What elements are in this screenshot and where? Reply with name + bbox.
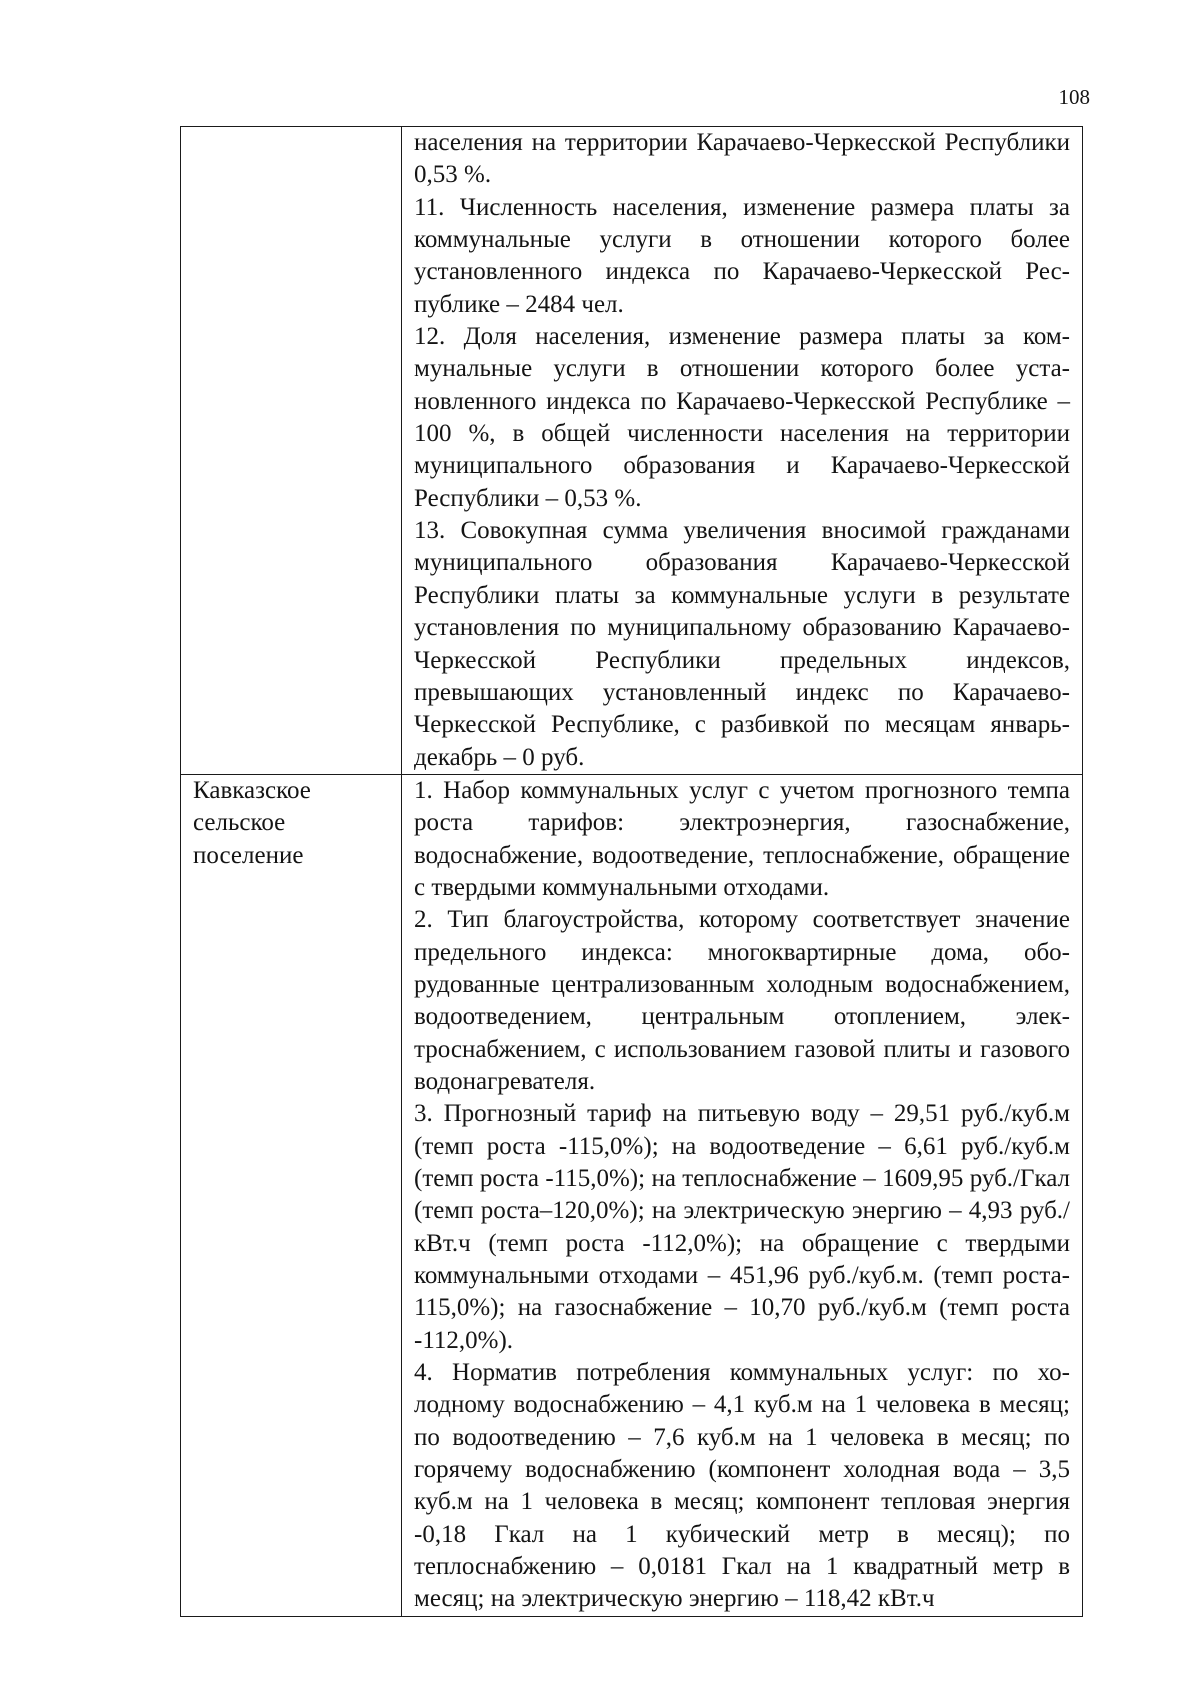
paragraph-12-population-share: 12. Доля населения, изменение размера платы за коммунальные услуги в отношении которого более установленного индекса по Карачаево-Черкесской Республике – 100 %, в общей численности населения на территории муниципального образования и Карачаево-Черкесской Республики – 0,53 %.: [414, 323, 1070, 512]
municipality-name-line: Кавказское: [193, 776, 311, 804]
paragraph-13-total-increase: 13. Совокупная сумма увеличения вносимой гражданами муниципального образования Карачаево-Черкесской Республики платы за коммунальные услуги в результате установления по муниципальному образованию Карачаево-Черкесской Республики предельных индексов, превышающих установленный индекс по Карачаево-Черкесской Республике, с разбивкой по месяцам январь-декабрь – 0 руб.: [414, 517, 1070, 771]
table-row: [181, 774, 1083, 1616]
paragraph-1-services-set: 1. Набор коммунальных услуг с учетом прогнозного темпа роста тарифов: электроэнергия, газоснабжение, водоснабжение, водоотведение, теплоснабжение, обращение с твердыми коммунальными отходами.: [414, 776, 1070, 901]
paragraph-2-housing-type: 2. Тип благоустройства, которому соответствует значение предельного индекса: многоквартирные дома, оборудованные централизованным холодным водоснабжением, водоотведением, центральным отоплением, электроснабжением, с использованием газовой плиты и газового водонагревателя.: [414, 906, 1070, 1095]
table-row: [181, 127, 1083, 775]
paragraph-11-population-count: 11. Численность населения, изменение размера платы за коммунальные услуги в отношении которого более установленного индекса по Карачаево-Черкесской Республике – 2484 чел.: [414, 193, 1070, 318]
description-cell: [402, 127, 1083, 775]
municipality-name-line: сельское: [193, 809, 286, 837]
page-number: 108: [1058, 85, 1090, 109]
paragraph-4-consumption-norms: 4. Норматив потребления коммунальных услуг: по холодному водоснабжению – 4,1 куб.м на 1 человека в месяц; по водоотведению – 7,6 куб.м на 1 человека в месяц; по горячему водоснабжению (компонент холодная вода – 3,5 куб.м на 1 человека в месяц; компонент тепловая энергия -0,18 Гкал на 1 кубический метр в месяц); по теплоснабжению – 0,0181 Гкал на 1 квадратный метр в месяц; на электрическую энергию – 118,42 кВт.ч: [414, 1359, 1070, 1613]
municipality-name-line: поселение: [193, 841, 304, 869]
paragraph-3-forecast-tariffs: 3. Прогнозный тариф на питьевую воду – 29,51 руб./куб.м (темп роста -115,0%); на водоотведение – 6,61 руб./куб.м (темп роста -115,0%); на теплоснабжение – 1609,95 руб./Гкал (темп роста–120,0%); на электрическую энергию – 4,93 руб./кВт.ч (темп роста -112,0%); на обращение с твердыми коммунальными отходами – 451,96 руб./куб.м. (темп роста- 115,0%); на газоснабжение – 10,70 руб./куб.м (темп роста -112,0%).: [414, 1100, 1070, 1354]
indices-table: [180, 126, 1083, 1617]
municipality-cell: [181, 127, 402, 775]
municipality-cell: [181, 774, 402, 1616]
paragraph-continuation: населения на территории Карачаево-Черкесской Республики 0,53 %.: [414, 129, 1070, 189]
description-cell: [402, 774, 1083, 1616]
